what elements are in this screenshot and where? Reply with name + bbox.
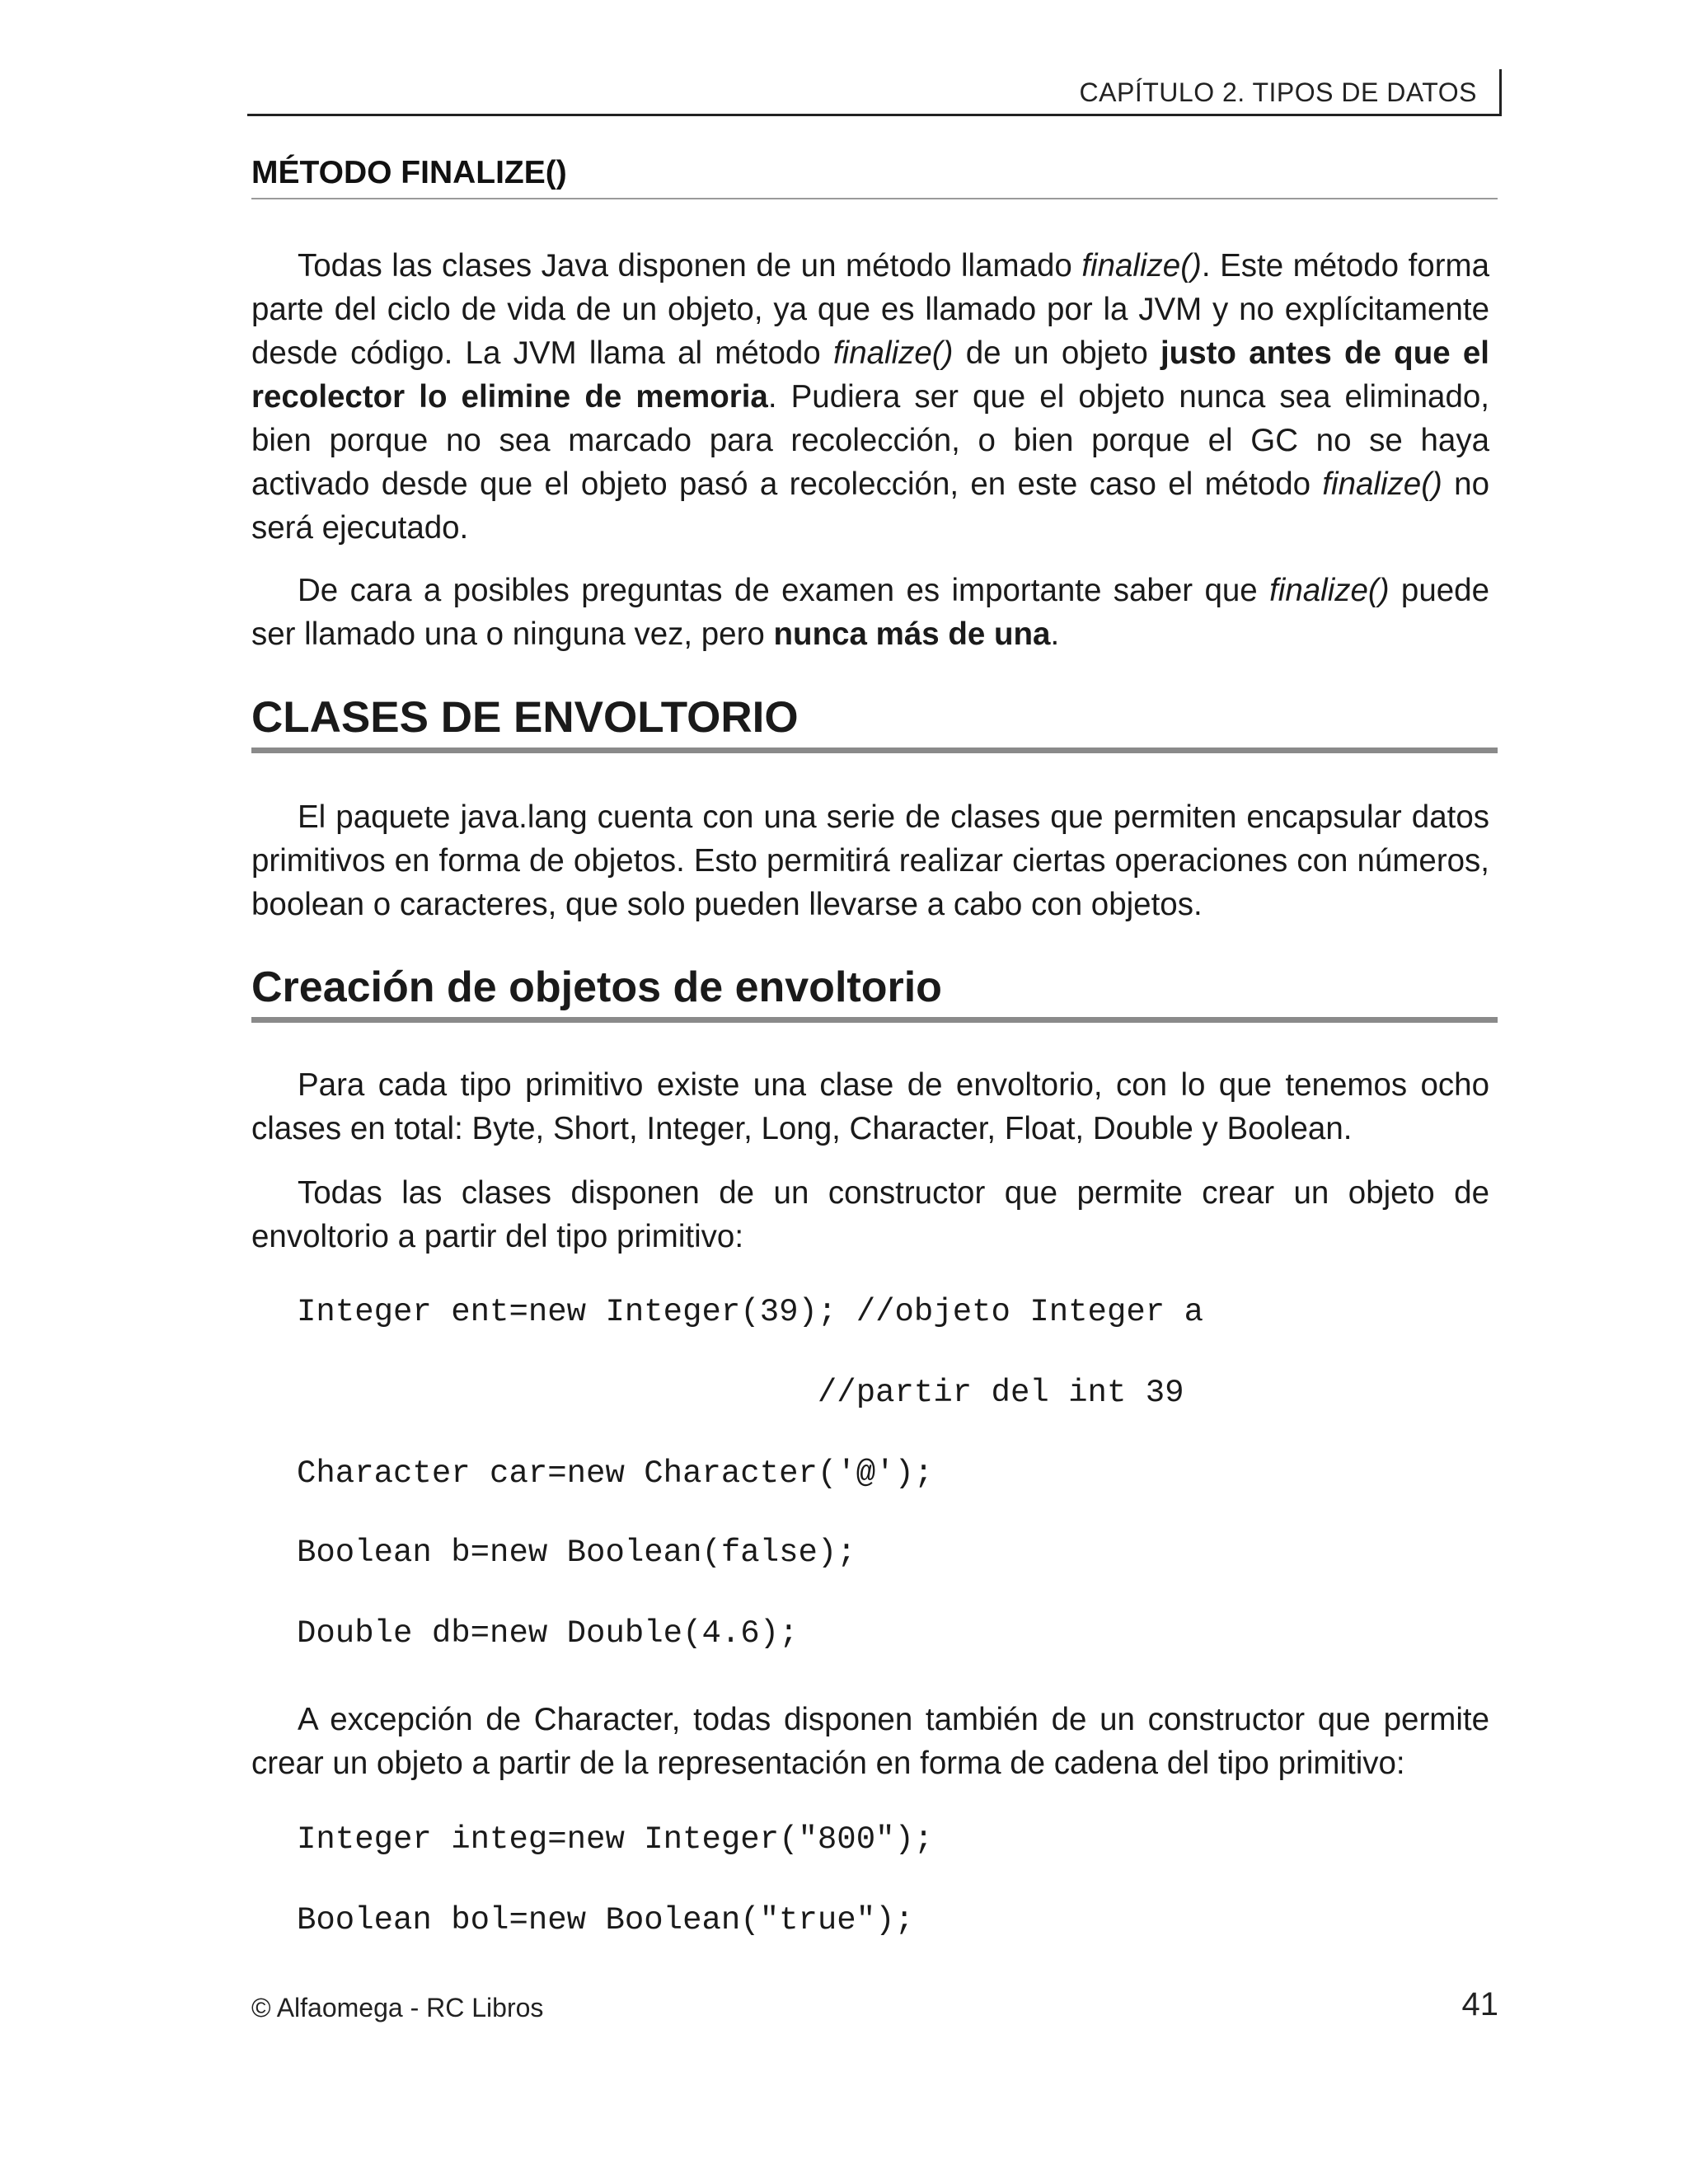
text: . Pudiera ser que el objeto nunca sea eliminado, bien porque no sea marcado para recolección, o bien porque el GC no se haya activado desde que el objeto pasó a recolección, en este caso el método	[251, 379, 1489, 502]
heading-metodo-finalize: MÉTODO FINALIZE()	[251, 155, 1498, 199]
code-line: Character car=new Character('@');	[297, 1455, 934, 1492]
text: de un objeto	[953, 335, 1160, 371]
text: Todas las clases Java disponen de un método llamado	[298, 248, 1082, 284]
emphasis: justo antes de que el recolector lo elimine de memoria	[251, 335, 1489, 415]
text: . Este método forma parte del ciclo de vida de un objeto, ya que es llamado por la JVM y no explícitamente desde código. La JVM llama al método	[251, 248, 1489, 371]
code-line: Integer integ=new Integer("800");	[297, 1821, 934, 1858]
code-term: finalize()	[832, 335, 954, 371]
running-header-title: CAPÍTULO 2. TIPOS DE DATOS	[1079, 77, 1477, 107]
page-number: 41	[1461, 1986, 1498, 2022]
text: no será ejecutado.	[251, 466, 1490, 546]
code-term: finalize()	[1269, 573, 1390, 608]
paragraph-creacion-3: A excepción de Character, todas disponen también de un constructor que permite crear un objeto a partir de la representación en forma de cadena del tipo primitivo:	[251, 1702, 1489, 1781]
footer-copyright: © Alfaomega - RC Libros	[251, 1993, 544, 2022]
code-term: finalize()	[1081, 248, 1202, 284]
paragraph-finalize-2	[251, 569, 1489, 656]
code-line: Integer ent=new Integer(39); //objeto Integer a	[297, 1294, 1203, 1330]
code-line: Double db=new Double(4.6);	[297, 1615, 799, 1652]
text: .	[1050, 616, 1060, 652]
text: De cara a posibles preguntas de examen es importante saber que	[298, 573, 1270, 608]
heading-creacion-objetos: Creación de objetos de envoltorio	[251, 963, 1498, 1023]
paragraph-envoltorio: El paquete java.lang cuenta con una serie de clases que permiten encapsular datos primitivos en forma de objetos. Esto permitirá realizar ciertas operaciones con números, boolean o caracteres, que solo pueden llevarse a cabo con objetos.	[251, 799, 1489, 922]
running-header-bar	[1499, 69, 1502, 114]
code-line: Boolean bol=new Boolean("true");	[297, 1902, 914, 1938]
running-header	[247, 69, 1502, 116]
paragraph-finalize-1	[251, 244, 1489, 550]
code-line: Boolean b=new Boolean(false);	[297, 1535, 856, 1571]
heading-clases-de-envoltorio: CLASES DE ENVOLTORIO	[251, 692, 1498, 753]
text: puede ser llamado una o ninguna vez, pero	[251, 573, 1489, 652]
code-line: //partir del int 39	[297, 1375, 1184, 1411]
paragraph-creacion-1: Para cada tipo primitivo existe una clase de envoltorio, con lo que tenemos ocho clases en total: Byte, Short, Integer, Long, Character, Float, Double y Boolean.	[251, 1067, 1489, 1146]
paragraph-creacion-2: Todas las clases disponen de un constructor que permite crear un objeto de envoltorio a partir del tipo primitivo:	[251, 1175, 1489, 1254]
emphasis: nunca más de una	[773, 616, 1051, 652]
code-term: finalize()	[1322, 466, 1442, 502]
